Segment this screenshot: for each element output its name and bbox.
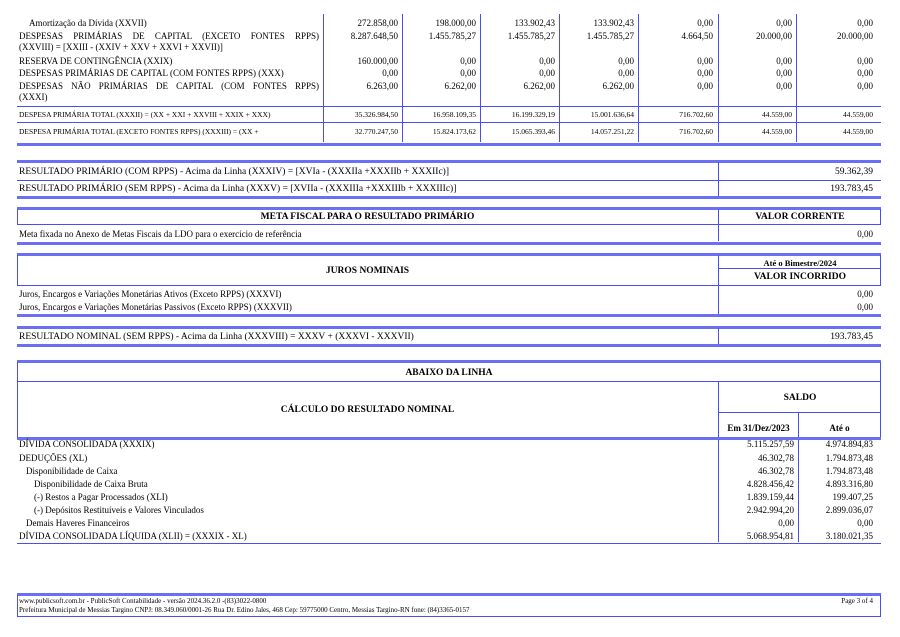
- abaixo-row-value: 199.407,25: [832, 492, 873, 502]
- row-value: 0,00: [539, 68, 555, 78]
- row-value: 6.262,00: [523, 81, 555, 91]
- juros-row-label: Juros, Encargos e Variações Monetárias Ativos (Exceto RPPS) (XXXVI): [19, 289, 282, 299]
- row-value: 0,00: [382, 68, 398, 78]
- row-value: 716.702,60: [679, 127, 713, 136]
- valor-corrente-header: VALOR CORRENTE: [755, 212, 845, 222]
- row-value: 1.455.785,27: [428, 31, 476, 41]
- row-value: 14.057.251,22: [590, 127, 634, 136]
- abaixo-row-value: 0,00: [778, 518, 794, 528]
- row-label: (XXXI): [19, 92, 48, 102]
- row-value: 0,00: [460, 68, 476, 78]
- saldo-header: SALDO: [783, 393, 817, 403]
- row-value: 133.902,43: [593, 18, 634, 28]
- resultado-primario-sem-rpps-value: 193.783,45: [830, 184, 873, 194]
- row-label: RESERVA DE CONTINGÊNCIA (XXIX): [19, 56, 173, 66]
- meta-row-value: 0,00: [857, 229, 873, 239]
- abaixo-row-label: Disponibilidade de Caixa Bruta: [34, 479, 148, 489]
- row-value: 0,00: [776, 56, 792, 66]
- row-value: 0,00: [776, 68, 792, 78]
- abaixo-row-label: Disponibilidade de Caixa: [26, 466, 118, 476]
- row-value: 0,00: [539, 56, 555, 66]
- row-value: 0,00: [857, 18, 873, 28]
- row-value: 1.455.785,27: [586, 31, 634, 41]
- row-value: 1.455.785,27: [507, 31, 555, 41]
- row-label: DESPESAS PRIMÁRIAS DE CAPITAL (COM FONTES RPPS) (XXX): [19, 68, 284, 78]
- row-value: 6.262,00: [444, 81, 476, 91]
- juros-row-value: 0,00: [857, 289, 873, 299]
- abaixo-row-label: Demais Haveres Financeiros: [26, 518, 130, 528]
- valor-incorrido-header: VALOR INCORRIDO: [754, 272, 846, 282]
- row-value: 0,00: [618, 56, 634, 66]
- juros-period-header: Até o Bimestre/2024: [763, 258, 837, 268]
- row-label: Amortização da Dívida (XXVII): [29, 18, 147, 28]
- abaixo-row-value: 3.180.021,35: [825, 531, 873, 541]
- resultado-nominal-value: 193.783,45: [830, 332, 873, 342]
- row-value: 272.858,00: [357, 18, 398, 28]
- footer-address: Prefeitura Municipal de Messias Targino CNPJ: 08.349.060/0001-26 Rua Dr. Edino Jales, 468 Cep: 59775000 Centro, Messias Targino-RN fone: (84)3365-0157: [19, 606, 470, 614]
- row-value: 0,00: [697, 68, 713, 78]
- row-value: 8.287.648,50: [350, 31, 398, 41]
- abaixo-da-linha-title: ABAIXO DA LINHA: [405, 368, 493, 378]
- abaixo-row-value: 4.828.456,42: [746, 479, 794, 489]
- abaixo-row-value: 46.302,78: [758, 453, 794, 463]
- abaixo-row-value: 5.115.257,59: [747, 439, 794, 449]
- abaixo-row-label: DÍVIDA CONSOLIDADA LÍQUIDA (XLII) = (XXXIX - XL): [19, 531, 247, 541]
- resultado-primario-com-rpps-value: 59.362,39: [835, 167, 873, 177]
- row-value: 20.000,00: [756, 31, 792, 41]
- row-value: 44.559,00: [762, 127, 792, 136]
- meta-row-label: Meta fixada no Anexo de Metas Fiscais da LDO para o exercício de referência: [19, 229, 302, 239]
- row-value: 35.326.984,50: [354, 110, 398, 119]
- row-value: 32.770.247,50: [354, 127, 398, 136]
- row-value: 0,00: [857, 81, 873, 91]
- row-label: DESPESA PRIMÁRIA TOTAL (XXXII) = (XX + XXI + XXVIII + XXIX + XXX): [19, 110, 271, 119]
- abaixo-row-value: 2.942.994,20: [746, 505, 794, 515]
- abaixo-row-value: 1.794.873,48: [825, 453, 873, 463]
- col-dez-2023-header: Em 31/Dez/2023: [727, 423, 790, 433]
- footer-page-number: Page 3 of 4: [841, 597, 873, 605]
- row-value: 0,00: [697, 81, 713, 91]
- abaixo-row-value: 5.068.954,81: [746, 531, 794, 541]
- row-value: 44.559,00: [843, 110, 873, 119]
- row-label: DESPESA PRIMÁRIA TOTAL (EXCETO FONTES RPPS) (XXXIII) = (XX +: [19, 127, 259, 136]
- row-value: 44.559,00: [843, 127, 873, 136]
- row-value: 15.824.173,62: [432, 127, 476, 136]
- resultado-primario-com-rpps-label: RESULTADO PRIMÁRIO (COM RPPS) - Acima da Linha (XXXIV) = [XVIa - (XXXIIa +XXXIIb + XXXIIc)]: [19, 167, 449, 177]
- row-value: 0,00: [776, 81, 792, 91]
- row-value: 4.664,50: [681, 31, 713, 41]
- row-value: 0,00: [618, 68, 634, 78]
- row-value: 716.702,60: [679, 110, 713, 119]
- row-value: 160.000,00: [357, 56, 398, 66]
- abaixo-row-value: 1.839.159,44: [746, 492, 794, 502]
- row-value: 133.902,43: [514, 18, 555, 28]
- row-value: 0,00: [697, 56, 713, 66]
- row-value: 0,00: [776, 18, 792, 28]
- row-value: 16.199.329,19: [511, 110, 555, 119]
- row-value: 0,00: [697, 18, 713, 28]
- row-value: 0,00: [857, 56, 873, 66]
- abaixo-row-value: 46.302,78: [758, 466, 794, 476]
- row-value: 15.065.393,46: [511, 127, 555, 136]
- abaixo-row-label: (-) Restos a Pagar Processados (XLI): [34, 492, 168, 502]
- abaixo-row-value: 2.899.036,07: [825, 505, 873, 515]
- juros-nominais-header: JUROS NOMINAIS: [325, 266, 410, 276]
- row-value: 44.559,00: [762, 110, 792, 119]
- row-label: DESPESAS PRIMÁRIAS DE CAPITAL (EXCETO FONTES RPPS): [19, 31, 319, 41]
- abaixo-row-value: 4.893.316,80: [825, 479, 873, 489]
- row-value: 16.958.109,35: [432, 110, 476, 119]
- col-ate-o-header: Até o: [829, 423, 850, 433]
- abaixo-row-value: 4.974.894,83: [825, 439, 873, 449]
- meta-fiscal-header: META FISCAL PARA O RESULTADO PRIMÁRIO: [260, 212, 475, 222]
- abaixo-row-label: DÍVIDA CONSOLIDADA (XXXIX): [19, 439, 155, 449]
- row-value: 20.000,00: [837, 31, 873, 41]
- row-label: (XXVIII) = [XXIII - (XXIV + XXV + XXVI + XXVII)]: [19, 42, 223, 52]
- abaixo-row-value: 0,00: [857, 518, 873, 528]
- row-value: 0,00: [460, 56, 476, 66]
- row-value: 0,00: [857, 68, 873, 78]
- row-label: DESPESAS NÃO PRIMÁRIAS DE CAPITAL (COM FONTES RPPS): [19, 81, 319, 91]
- row-value: 6.262,00: [602, 81, 634, 91]
- abaixo-row-label: (-) Depósitos Restituíveis e Valores Vinculados: [34, 505, 204, 515]
- juros-row-label: Juros, Encargos e Variações Monetárias Passivos (Exceto RPPS) (XXXVII): [19, 302, 292, 312]
- footer-publisher: www.publicsoft.com.br - PublicSoft Contabilidade - versão 2024.36.2.0 -(83)3022-0800: [19, 597, 267, 605]
- juros-row-value: 0,00: [857, 302, 873, 312]
- resultado-nominal-label: RESULTADO NOMINAL (SEM RPPS) - Acima da Linha (XXXVIII) = XXXV + (XXXVI - XXXVII): [19, 332, 414, 342]
- abaixo-row-value: 1.794.873,48: [825, 466, 873, 476]
- row-value: 6.263,00: [366, 81, 398, 91]
- abaixo-row-label: DEDUÇÕES (XL): [19, 453, 88, 463]
- row-value: 15.001.636,64: [590, 110, 634, 119]
- resultado-primario-sem-rpps-label: RESULTADO PRIMÁRIO (SEM RPPS) - Acima da Linha (XXXV) = [XVIIa - (XXXIIIa +XXXIIIb + XXXIIIc)]: [19, 184, 457, 194]
- calculo-header: CÁLCULO DO RESULTADO NOMINAL: [280, 405, 455, 415]
- row-value: 198.000,00: [435, 18, 476, 28]
